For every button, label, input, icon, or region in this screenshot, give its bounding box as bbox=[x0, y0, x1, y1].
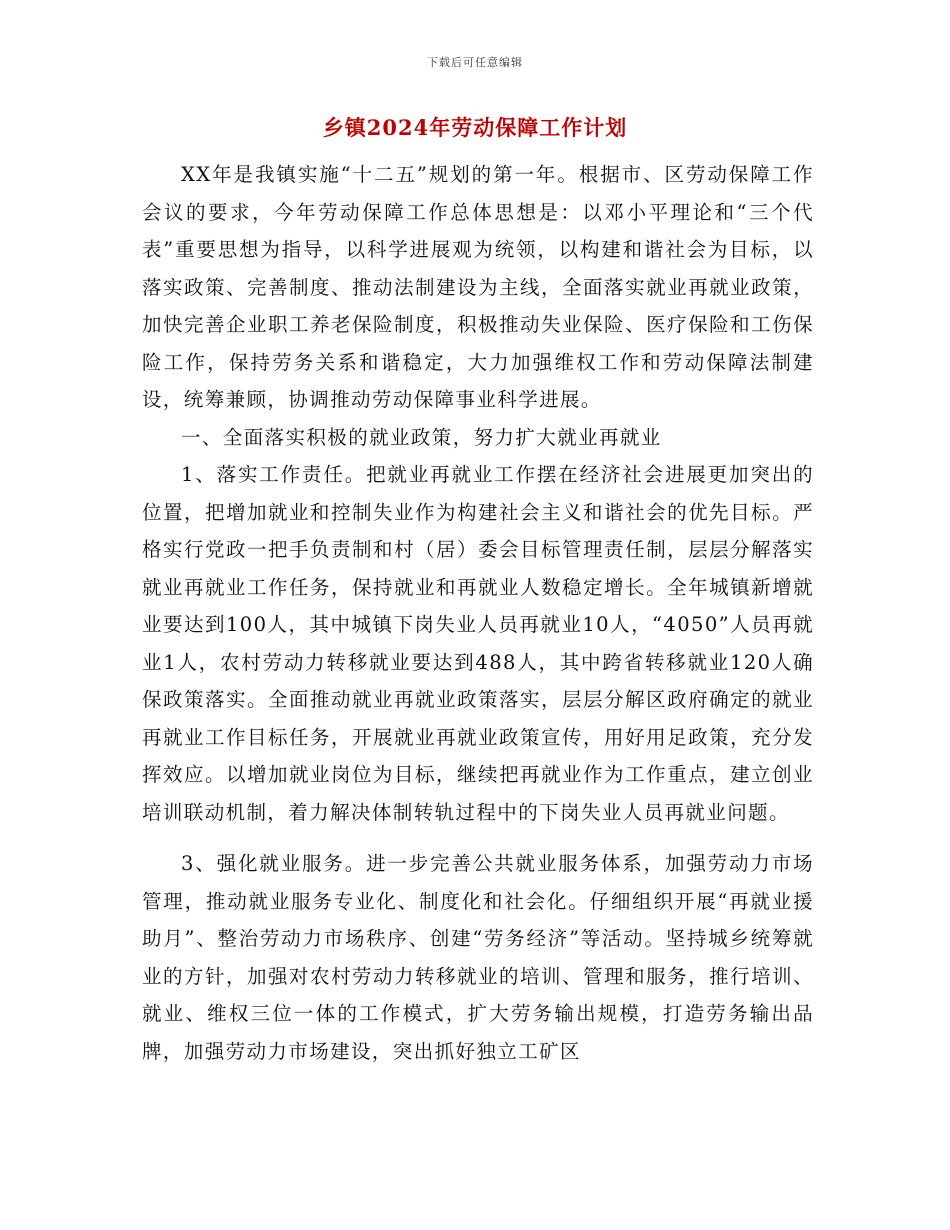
document-body bbox=[142, 156, 814, 1070]
document-title: 乡镇2024年劳动保障工作计划 bbox=[322, 115, 628, 140]
section-heading-employment: 一、全面落实积极的就业政策，努力扩大就业再就业 bbox=[181, 425, 662, 449]
paragraph-responsibility: 1、落实工作责任。把就业再就业工作摆在经济社会进展更加突出的位置，把增加就业和控制失业作为构建社会主义和谐社会的优先目标。严格实行党政一把手负责制和村（居）委会目标管理责任制，层层分解落实就业再就业工作任务，保持就业和再就业人数稳定增长。全年城镇新增就业要达到100人，其中城镇下岗失业人员再就业10人，“4050”人员再就业1人，农村劳动力转移就业要达到488人，其中跨省转移就业120人确保政策落实。全面推动就业再就业政策落实，层层分解区政府确定的就业再就业工作目标任务，开展就业再就业政策宣传，用好用足政策，充分发挥效应。以增加就业岗位为目标，继续把再就业作为工作重点，建立创业培训联动机制，着力解决体制转轨过程中的下岗失业人员再就业问题。 bbox=[142, 463, 814, 824]
paragraph-employment-service: 3、强化就业服务。进一步完善公共就业服务体系，加强劳动力市场管理，推动就业服务专业化、制度化和社会化。仔细组织开展“再就业援助月”、整治劳动力市场秩序、创建“劳务经济”等活动。坚持城乡统筹就业的方针，加强对农村劳动力转移就业的培训、管理和服务，推行培训、就业、维权三位一体的工作模式，扩大劳务输出规模，打造劳务输出品牌，加强劳动力市场建设，突出抓好独立工矿区 bbox=[142, 852, 814, 1063]
page-header-note: 下载后可任意编辑 bbox=[427, 56, 523, 69]
paragraph-intro: XX年是我镇实施“十二五”规划的第一年。根据市、区劳动保障工作会议的要求，今年劳动保障工作总体思想是：以邓小平理论和“三个代表”重要思想为指导，以科学进展观为统领，以构建和谐社会为目标，以落实政策、完善制度、推动法制建设为主线，全面落实就业再就业政策，加快完善企业职工养老保险制度，积极推动失业保险、医疗保险和工伤保险工作，保持劳务关系和谐稳定，大力加强维权工作和劳动保障法制建设，统筹兼顾，协调推动劳动保障事业科学进展。 bbox=[142, 163, 814, 411]
